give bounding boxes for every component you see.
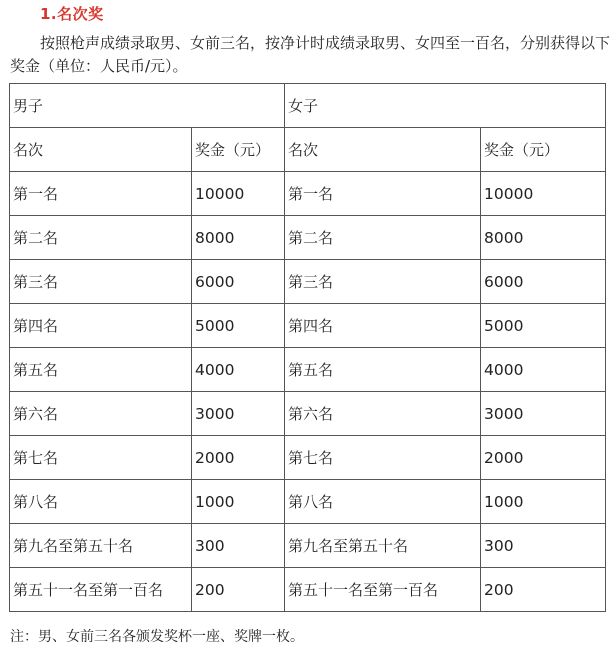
table-row [10, 480, 606, 524]
women-rank-cell: 第四名 [285, 304, 481, 348]
men-rank-cell: 第五名 [10, 348, 192, 392]
men-rank-cell: 第七名 [10, 436, 192, 480]
men-prize-cell: 8000 [192, 216, 285, 260]
women-rank-cell: 第七名 [285, 436, 481, 480]
men-rank-cell: 第二名 [10, 216, 192, 260]
men-rank-cell: 第四名 [10, 304, 192, 348]
prize-table [9, 83, 606, 612]
table-group-header-row [10, 84, 606, 128]
men-prize-cell: 3000 [192, 392, 285, 436]
men-prize-cell: 2000 [192, 436, 285, 480]
men-rank-cell: 第九名至第五十名 [10, 524, 192, 568]
table-row [10, 436, 606, 480]
footnote: 注：男、女前三名各颁发奖杯一座、奖牌一枚。 [10, 629, 304, 645]
women-prize-cell: 3000 [481, 392, 606, 436]
men-rank-cell: 第三名 [10, 260, 192, 304]
intro-paragraph: 按照枪声成绩录取男、女前三名，按净计时成绩录取男、女四至一百名，分别获得以下奖金（单位：人民币/元）。 [10, 34, 611, 75]
women-rank-cell: 第九名至第五十名 [285, 524, 481, 568]
women-rank-cell: 第三名 [285, 260, 481, 304]
men-prize-header: 奖金（元） [192, 128, 285, 172]
men-rank-cell: 第五十一名至第一百名 [10, 568, 192, 612]
women-rank-header: 名次 [285, 128, 481, 172]
women-rank-cell: 第六名 [285, 392, 481, 436]
women-prize-cell: 4000 [481, 348, 606, 392]
men-rank-cell: 第一名 [10, 172, 192, 216]
table-row [10, 172, 606, 216]
men-prize-cell: 6000 [192, 260, 285, 304]
women-prize-cell: 300 [481, 524, 606, 568]
men-group-header: 男子 [10, 84, 285, 128]
table-row [10, 216, 606, 260]
women-prize-header: 奖金（元） [481, 128, 606, 172]
women-rank-cell: 第五名 [285, 348, 481, 392]
section-title: 1.名次奖 [40, 5, 104, 23]
table-column-header-row [10, 128, 606, 172]
men-prize-cell: 10000 [192, 172, 285, 216]
women-rank-cell: 第一名 [285, 172, 481, 216]
women-prize-cell: 2000 [481, 436, 606, 480]
men-prize-cell: 300 [192, 524, 285, 568]
women-rank-cell: 第八名 [285, 480, 481, 524]
women-rank-cell: 第二名 [285, 216, 481, 260]
table-row [10, 348, 606, 392]
table-row [10, 260, 606, 304]
women-prize-cell: 6000 [481, 260, 606, 304]
women-group-header: 女子 [285, 84, 606, 128]
women-prize-cell: 200 [481, 568, 606, 612]
table-row [10, 524, 606, 568]
men-prize-cell: 4000 [192, 348, 285, 392]
men-prize-cell: 1000 [192, 480, 285, 524]
women-rank-cell: 第五十一名至第一百名 [285, 568, 481, 612]
women-prize-cell: 5000 [481, 304, 606, 348]
women-prize-cell: 8000 [481, 216, 606, 260]
men-rank-cell: 第六名 [10, 392, 192, 436]
men-rank-header: 名次 [10, 128, 192, 172]
table-row [10, 568, 606, 612]
table-row [10, 304, 606, 348]
men-rank-cell: 第八名 [10, 480, 192, 524]
women-prize-cell: 10000 [481, 172, 606, 216]
men-prize-cell: 200 [192, 568, 285, 612]
men-prize-cell: 5000 [192, 304, 285, 348]
table-row [10, 392, 606, 436]
women-prize-cell: 1000 [481, 480, 606, 524]
